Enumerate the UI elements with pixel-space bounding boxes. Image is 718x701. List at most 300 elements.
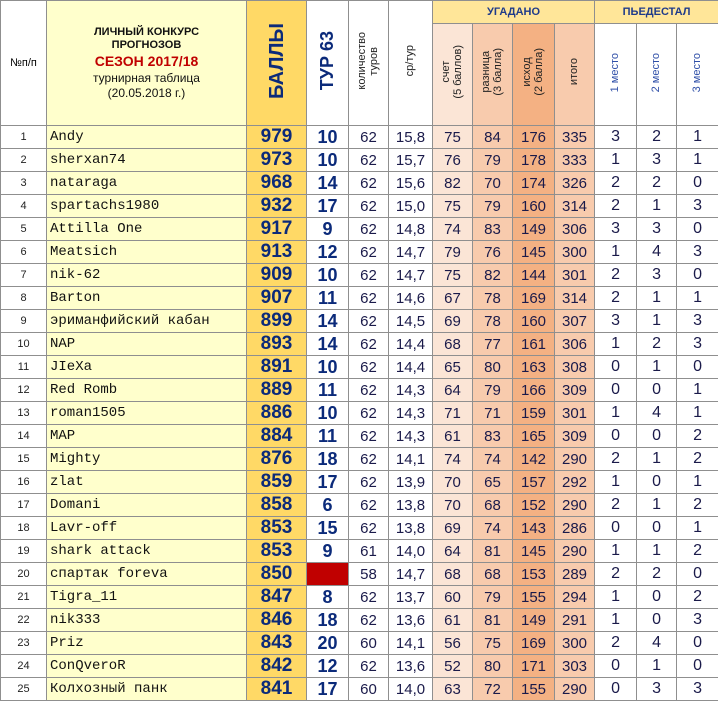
player-place2: 1: [637, 494, 677, 517]
avg-label: ср/тур: [404, 45, 416, 76]
player-place3: 0: [677, 563, 718, 586]
player-name: Колхозный панк: [47, 678, 247, 701]
player-total-guessed: 307: [555, 310, 595, 333]
player-tours-count: 62: [349, 356, 389, 379]
player-diff-guessed: 81: [473, 540, 513, 563]
player-place2: 3: [637, 264, 677, 287]
row-number: 16: [1, 471, 47, 494]
player-tour-points: 14: [307, 310, 349, 333]
player-name: Barton: [47, 287, 247, 310]
player-score-guessed: 60: [433, 586, 473, 609]
player-tours-count: 62: [349, 172, 389, 195]
player-tours-count: 62: [349, 586, 389, 609]
table-row: [1, 402, 718, 425]
player-tours-count: 60: [349, 678, 389, 701]
player-place1: 0: [595, 655, 637, 678]
player-score-guessed: 71: [433, 402, 473, 425]
player-tours-count: 62: [349, 287, 389, 310]
player-avg: 15,6: [389, 172, 433, 195]
player-place3: 0: [677, 264, 718, 287]
player-avg: 14,3: [389, 425, 433, 448]
player-place1: 0: [595, 425, 637, 448]
header-guessed: УГАДАНО: [433, 1, 595, 24]
player-avg: 14,8: [389, 218, 433, 241]
player-tour-points: 15: [307, 517, 349, 540]
row-number: 18: [1, 517, 47, 540]
player-total-guessed: 308: [555, 356, 595, 379]
player-score-guessed: 67: [433, 287, 473, 310]
player-name: Meatsich: [47, 241, 247, 264]
total-label: итого: [568, 58, 580, 85]
player-place1: 0: [595, 678, 637, 701]
table-row: [1, 310, 718, 333]
table-row: [1, 241, 718, 264]
subtitle: турнирная таблица: [47, 71, 246, 86]
player-points: 973: [247, 149, 307, 172]
player-total-guessed: 301: [555, 264, 595, 287]
player-place3: 3: [677, 678, 718, 701]
player-outcome-guessed: 169: [513, 287, 555, 310]
player-place2: 1: [637, 540, 677, 563]
player-tours-count: 58: [349, 563, 389, 586]
player-diff-guessed: 82: [473, 264, 513, 287]
player-tours-count: 60: [349, 632, 389, 655]
player-place2: 3: [637, 218, 677, 241]
player-tour-points: 17: [307, 678, 349, 701]
player-diff-guessed: 75: [473, 632, 513, 655]
player-tours-count: 62: [349, 218, 389, 241]
player-score-guessed: 75: [433, 195, 473, 218]
player-place3: 1: [677, 517, 718, 540]
table-row: [1, 586, 718, 609]
player-avg: 14,3: [389, 379, 433, 402]
player-diff-guessed: 79: [473, 195, 513, 218]
table-row: [1, 218, 718, 241]
player-score-guessed: 76: [433, 149, 473, 172]
player-place3: 3: [677, 195, 718, 218]
row-number: 17: [1, 494, 47, 517]
table-row: [1, 264, 718, 287]
player-name: nataraga: [47, 172, 247, 195]
player-diff-guessed: 70: [473, 172, 513, 195]
player-place3: 3: [677, 310, 718, 333]
player-points: 843: [247, 632, 307, 655]
player-tour-points: 11: [307, 425, 349, 448]
season-label: СЕЗОН 2017/18: [47, 53, 246, 71]
player-total-guessed: 333: [555, 149, 595, 172]
player-name: shark attack: [47, 540, 247, 563]
player-avg: 14,4: [389, 333, 433, 356]
header-place3: [677, 24, 718, 126]
player-name: спартак foreva: [47, 563, 247, 586]
date-label: (20.05.2018 г.): [47, 86, 246, 101]
title-line2: ПРОГНОЗОВ: [47, 39, 246, 53]
player-tour-points: 12: [307, 241, 349, 264]
player-diff-guessed: 68: [473, 563, 513, 586]
player-place1: 1: [595, 471, 637, 494]
player-total-guessed: 291: [555, 609, 595, 632]
player-tours-count: 62: [349, 425, 389, 448]
player-tours-count: 62: [349, 402, 389, 425]
row-number: 15: [1, 448, 47, 471]
player-place2: 1: [637, 287, 677, 310]
player-place3: 3: [677, 241, 718, 264]
player-name: Lavr-off: [47, 517, 247, 540]
player-diff-guessed: 74: [473, 448, 513, 471]
player-total-guessed: 335: [555, 126, 595, 149]
row-number: 24: [1, 655, 47, 678]
score-line1: счет: [440, 61, 452, 83]
player-tour-points: 10: [307, 126, 349, 149]
player-name: Red Romb: [47, 379, 247, 402]
player-outcome-guessed: 152: [513, 494, 555, 517]
player-place1: 2: [595, 264, 637, 287]
player-points: 853: [247, 517, 307, 540]
player-tours-count: 62: [349, 195, 389, 218]
player-score-guessed: 65: [433, 356, 473, 379]
player-diff-guessed: 80: [473, 655, 513, 678]
table-row: [1, 494, 718, 517]
player-tours-count: 62: [349, 264, 389, 287]
player-score-guessed: 74: [433, 218, 473, 241]
player-place2: 3: [637, 678, 677, 701]
player-name: NAP: [47, 333, 247, 356]
player-place3: 2: [677, 425, 718, 448]
player-tours-count: 62: [349, 494, 389, 517]
player-place2: 0: [637, 471, 677, 494]
player-tour-points: 9: [307, 218, 349, 241]
player-place3: 0: [677, 655, 718, 678]
place3-label: 3 место: [691, 53, 703, 92]
player-tours-count: 61: [349, 540, 389, 563]
player-name: JIeXa: [47, 356, 247, 379]
player-total-guessed: 292: [555, 471, 595, 494]
player-avg: 14,4: [389, 356, 433, 379]
player-tour-points: 10: [307, 149, 349, 172]
player-avg: 14,6: [389, 287, 433, 310]
player-avg: 15,0: [389, 195, 433, 218]
player-place2: 1: [637, 195, 677, 218]
player-diff-guessed: 81: [473, 609, 513, 632]
player-diff-guessed: 74: [473, 517, 513, 540]
player-outcome-guessed: 159: [513, 402, 555, 425]
table-row: [1, 126, 718, 149]
place1-label: 1 место: [609, 53, 621, 92]
player-total-guessed: 306: [555, 218, 595, 241]
player-outcome-guessed: 171: [513, 655, 555, 678]
player-points: 876: [247, 448, 307, 471]
table-row: [1, 448, 718, 471]
header-place2: [637, 24, 677, 126]
row-number: 21: [1, 586, 47, 609]
player-outcome-guessed: 160: [513, 195, 555, 218]
player-score-guessed: 79: [433, 241, 473, 264]
player-place3: 3: [677, 609, 718, 632]
player-avg: 15,7: [389, 149, 433, 172]
header-tour: [307, 1, 349, 126]
player-place3: 2: [677, 494, 718, 517]
player-points: 841: [247, 678, 307, 701]
player-score-guessed: 56: [433, 632, 473, 655]
player-outcome-guessed: 145: [513, 540, 555, 563]
player-place3: 0: [677, 218, 718, 241]
player-place3: 1: [677, 402, 718, 425]
player-points: 907: [247, 287, 307, 310]
player-place3: 1: [677, 287, 718, 310]
row-number: 6: [1, 241, 47, 264]
player-place1: 2: [595, 448, 637, 471]
table-row: [1, 149, 718, 172]
player-tour-points: 18: [307, 448, 349, 471]
player-outcome-guessed: 142: [513, 448, 555, 471]
row-number: 13: [1, 402, 47, 425]
player-points: 859: [247, 471, 307, 494]
player-diff-guessed: 78: [473, 287, 513, 310]
player-diff-guessed: 83: [473, 425, 513, 448]
player-points: 917: [247, 218, 307, 241]
player-diff-guessed: 79: [473, 149, 513, 172]
player-avg: 14,0: [389, 540, 433, 563]
row-number: 9: [1, 310, 47, 333]
table-row: [1, 655, 718, 678]
row-number: 20: [1, 563, 47, 586]
player-score-guessed: 70: [433, 471, 473, 494]
player-name: sherxan74: [47, 149, 247, 172]
player-outcome-guessed: 178: [513, 149, 555, 172]
player-outcome-guessed: 145: [513, 241, 555, 264]
player-outcome-guessed: 160: [513, 310, 555, 333]
row-number: 4: [1, 195, 47, 218]
row-number: 1: [1, 126, 47, 149]
header-diff: [473, 24, 513, 126]
player-tours-count: 62: [349, 517, 389, 540]
row-number: 2: [1, 149, 47, 172]
player-avg: 13,6: [389, 609, 433, 632]
player-score-guessed: 61: [433, 425, 473, 448]
diff-line2: (3 балла): [493, 48, 505, 96]
player-place1: 0: [595, 517, 637, 540]
player-place1: 2: [595, 195, 637, 218]
row-number: 19: [1, 540, 47, 563]
player-tour-points: 17: [307, 471, 349, 494]
player-avg: 14,1: [389, 632, 433, 655]
player-outcome-guessed: 169: [513, 632, 555, 655]
player-tour-points: 8: [307, 586, 349, 609]
player-place2: 4: [637, 402, 677, 425]
player-diff-guessed: 72: [473, 678, 513, 701]
player-tours-count: 62: [349, 471, 389, 494]
player-tours-count: 62: [349, 609, 389, 632]
table-row: [1, 632, 718, 655]
player-avg: 14,7: [389, 563, 433, 586]
player-diff-guessed: 79: [473, 586, 513, 609]
player-tour-points: 17: [307, 195, 349, 218]
player-place1: 1: [595, 333, 637, 356]
player-avg: 13,7: [389, 586, 433, 609]
player-place1: 3: [595, 126, 637, 149]
player-outcome-guessed: 153: [513, 563, 555, 586]
player-points: 842: [247, 655, 307, 678]
table-row: [1, 195, 718, 218]
player-score-guessed: 75: [433, 126, 473, 149]
row-number: 23: [1, 632, 47, 655]
player-outcome-guessed: 143: [513, 517, 555, 540]
player-outcome-guessed: 149: [513, 609, 555, 632]
player-total-guessed: 290: [555, 540, 595, 563]
player-diff-guessed: 71: [473, 402, 513, 425]
player-place3: 2: [677, 586, 718, 609]
player-tour-points: 18: [307, 609, 349, 632]
player-diff-guessed: 76: [473, 241, 513, 264]
player-place1: 1: [595, 586, 637, 609]
player-place1: 1: [595, 609, 637, 632]
player-diff-guessed: 79: [473, 379, 513, 402]
player-total-guessed: 290: [555, 494, 595, 517]
player-avg: 14,1: [389, 448, 433, 471]
player-score-guessed: 70: [433, 494, 473, 517]
player-outcome-guessed: 176: [513, 126, 555, 149]
player-name: Attilla One: [47, 218, 247, 241]
player-place2: 1: [637, 448, 677, 471]
points-label: БАЛЛЫ: [266, 23, 288, 99]
player-outcome-guessed: 155: [513, 678, 555, 701]
player-total-guessed: 314: [555, 195, 595, 218]
player-diff-guessed: 78: [473, 310, 513, 333]
player-total-guessed: 326: [555, 172, 595, 195]
player-name: MAP: [47, 425, 247, 448]
table-row: [1, 172, 718, 195]
tour-label: ТУР 63: [318, 31, 338, 90]
player-place1: 2: [595, 287, 637, 310]
player-place1: 3: [595, 310, 637, 333]
player-score-guessed: 68: [433, 563, 473, 586]
player-place1: 1: [595, 540, 637, 563]
player-tour-points: 10: [307, 356, 349, 379]
player-place2: 2: [637, 333, 677, 356]
player-tours-count: 62: [349, 310, 389, 333]
player-place2: 4: [637, 632, 677, 655]
row-number: 22: [1, 609, 47, 632]
player-place1: 2: [595, 172, 637, 195]
player-score-guessed: 61: [433, 609, 473, 632]
player-place1: 2: [595, 563, 637, 586]
player-avg: 15,8: [389, 126, 433, 149]
player-total-guessed: 300: [555, 632, 595, 655]
player-points: 886: [247, 402, 307, 425]
player-place2: 0: [637, 425, 677, 448]
player-place3: 1: [677, 126, 718, 149]
row-number: 11: [1, 356, 47, 379]
player-points: 853: [247, 540, 307, 563]
player-tour-points: 9: [307, 540, 349, 563]
player-name: nik-62: [47, 264, 247, 287]
table-row: [1, 609, 718, 632]
header-tours-count: [349, 1, 389, 126]
player-place1: 1: [595, 241, 637, 264]
header-avg: [389, 1, 433, 126]
player-tour-points: 12: [307, 655, 349, 678]
table-row: [1, 287, 718, 310]
outcome-line1: исход: [521, 57, 533, 86]
player-score-guessed: 68: [433, 333, 473, 356]
player-outcome-guessed: 161: [513, 333, 555, 356]
player-place2: 0: [637, 379, 677, 402]
player-tour-points: 10: [307, 264, 349, 287]
player-total-guessed: 309: [555, 425, 595, 448]
player-place3: 0: [677, 632, 718, 655]
player-place2: 0: [637, 517, 677, 540]
player-name: ConQveroR: [47, 655, 247, 678]
player-score-guessed: 64: [433, 540, 473, 563]
player-total-guessed: 290: [555, 448, 595, 471]
player-avg: 13,9: [389, 471, 433, 494]
player-score-guessed: 74: [433, 448, 473, 471]
player-tour-points: 11: [307, 287, 349, 310]
player-total-guessed: 289: [555, 563, 595, 586]
player-total-guessed: 294: [555, 586, 595, 609]
player-place3: 2: [677, 540, 718, 563]
outcome-line2: (2 балла): [534, 48, 546, 96]
player-place1: 1: [595, 402, 637, 425]
header-num: №п/п: [1, 1, 47, 126]
player-place3: 3: [677, 333, 718, 356]
header-outcome: [513, 24, 555, 126]
player-total-guessed: 303: [555, 655, 595, 678]
table-row: [1, 563, 718, 586]
player-diff-guessed: 84: [473, 126, 513, 149]
player-tours-count: 62: [349, 655, 389, 678]
row-number: 12: [1, 379, 47, 402]
row-number: 25: [1, 678, 47, 701]
tours-count-line1: количество: [356, 32, 368, 90]
player-place1: 0: [595, 379, 637, 402]
header-title-cell: [47, 1, 247, 126]
row-number: 3: [1, 172, 47, 195]
table-row: [1, 333, 718, 356]
player-outcome-guessed: 144: [513, 264, 555, 287]
player-name: эриманфийский кабан: [47, 310, 247, 333]
player-total-guessed: 306: [555, 333, 595, 356]
player-place1: 0: [595, 356, 637, 379]
player-points: 889: [247, 379, 307, 402]
player-points: 932: [247, 195, 307, 218]
player-total-guessed: 309: [555, 379, 595, 402]
player-tours-count: 62: [349, 448, 389, 471]
player-points: 899: [247, 310, 307, 333]
player-avg: 14,5: [389, 310, 433, 333]
player-outcome-guessed: 163: [513, 356, 555, 379]
player-place1: 2: [595, 632, 637, 655]
player-points: 979: [247, 126, 307, 149]
player-avg: 13,6: [389, 655, 433, 678]
player-name: spartachs1980: [47, 195, 247, 218]
player-name: roman1505: [47, 402, 247, 425]
header-points: [247, 1, 307, 126]
player-outcome-guessed: 157: [513, 471, 555, 494]
player-score-guessed: 64: [433, 379, 473, 402]
player-place3: 1: [677, 471, 718, 494]
player-place2: 1: [637, 655, 677, 678]
player-total-guessed: 290: [555, 678, 595, 701]
player-outcome-guessed: 155: [513, 586, 555, 609]
player-avg: 13,8: [389, 494, 433, 517]
player-place3: 0: [677, 172, 718, 195]
player-avg: 14,3: [389, 402, 433, 425]
table-row: [1, 379, 718, 402]
player-avg: 14,0: [389, 678, 433, 701]
tours-count-line2: туров: [369, 46, 381, 75]
player-outcome-guessed: 165: [513, 425, 555, 448]
